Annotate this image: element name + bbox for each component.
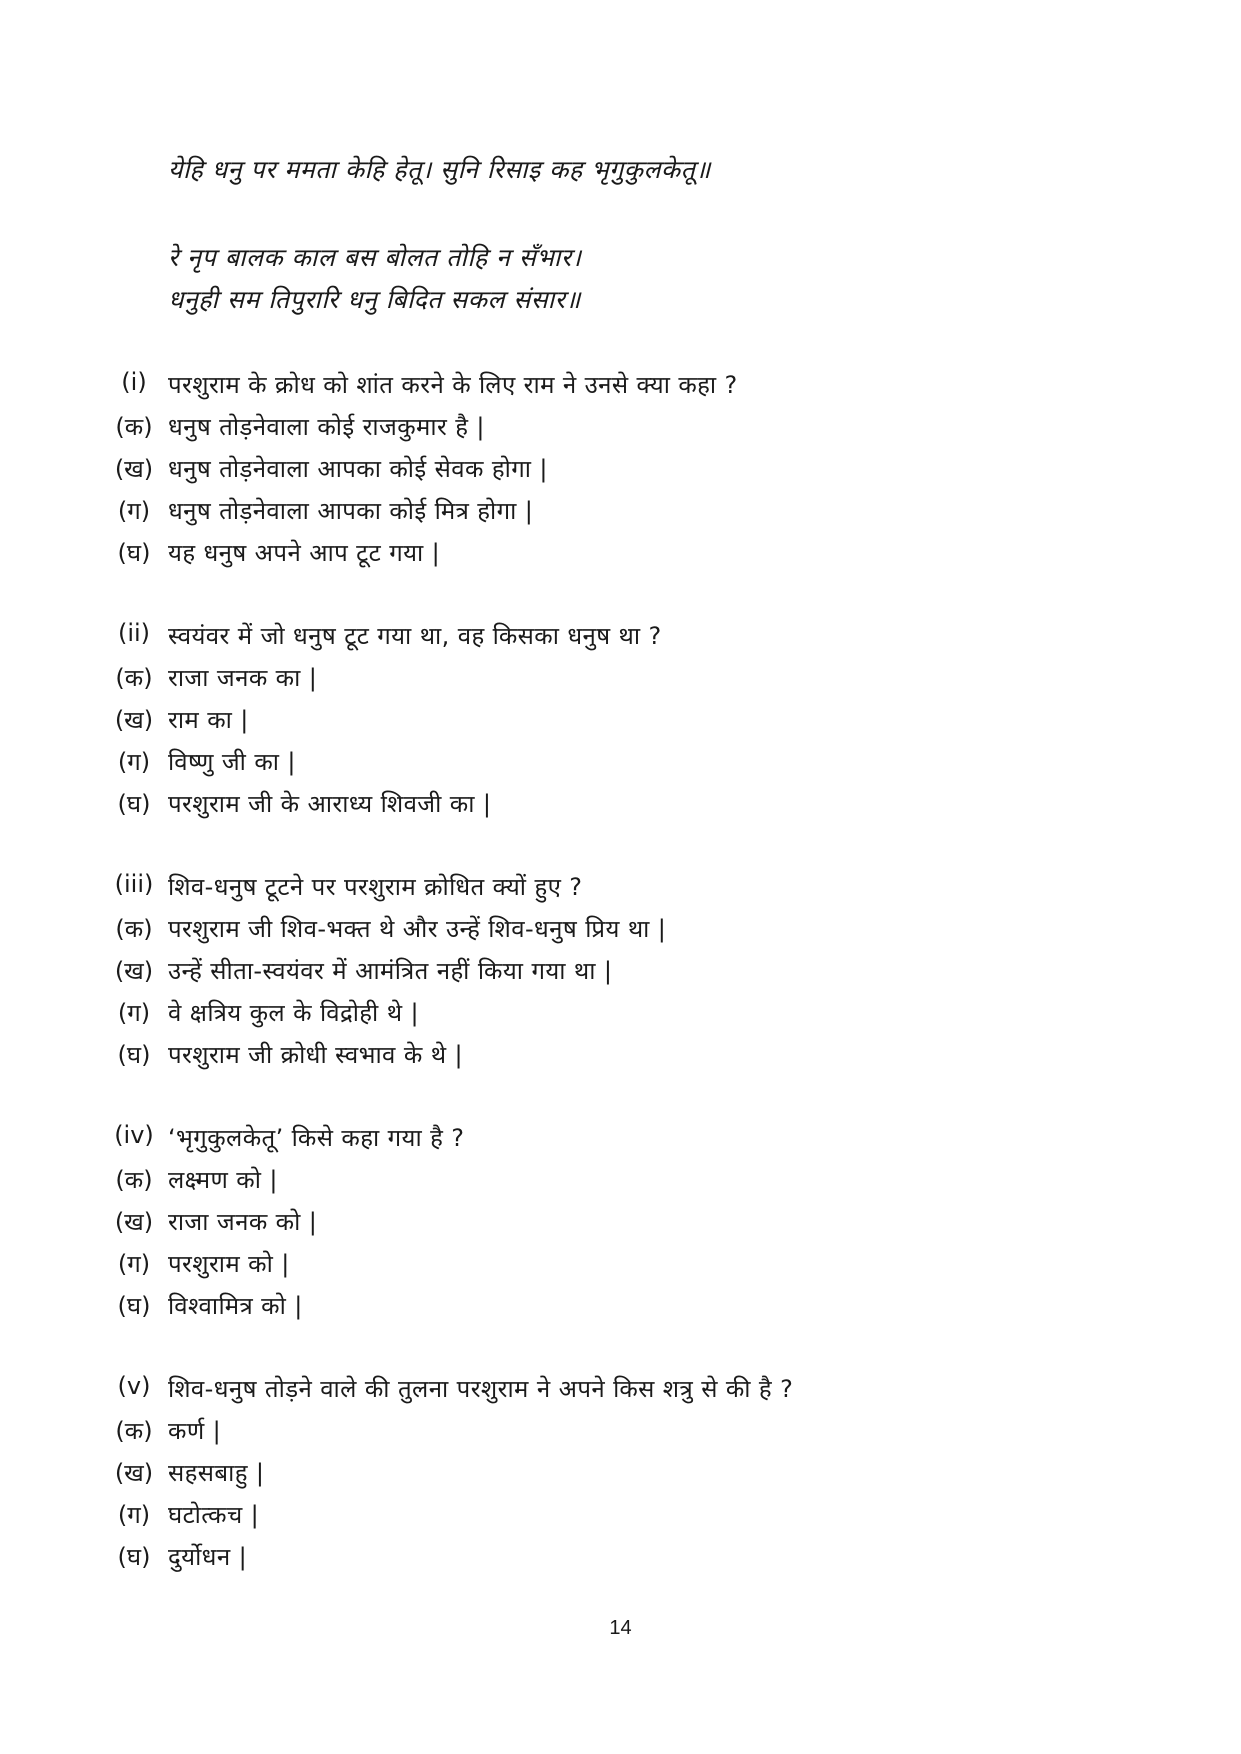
option-label: (घ) — [117, 1543, 151, 1571]
option-label: (ग) — [117, 497, 151, 525]
option-text: धनुष तोड़नेवाला आपका कोई मित्र होगा | — [168, 497, 534, 525]
option-label: (ग) — [117, 999, 151, 1027]
question-row — [0, 864, 1241, 906]
option-row — [0, 1408, 1241, 1450]
verse-line-1: येहि धनु पर ममता केहि हेतू। सुनि रिसाइ कह भृगुकुलकेतू॥ — [168, 155, 711, 184]
verse-line-3: धनुही सम तिपुरारि धनु बिदित सकल संसार॥ — [168, 285, 581, 314]
verse-line-2: रे नृप बालक काल बस बोलत तोहि न सँभार। — [168, 243, 582, 272]
option-label: (क) — [115, 915, 153, 943]
option-text: यह धनुष अपने आप टूट गया | — [168, 539, 441, 567]
option-row — [0, 739, 1241, 781]
question-block-1 — [0, 362, 1241, 572]
option-text: विश्वामित्र को | — [168, 1292, 303, 1320]
option-row — [0, 1283, 1241, 1325]
option-row — [0, 697, 1241, 739]
question-text: शिव-धनुष तोड़ने वाले की तुलना परशुराम ने अपने किस शत्रु से की है ? — [168, 1375, 794, 1403]
option-label: (क) — [115, 1417, 153, 1445]
page-number: 14 — [609, 1617, 632, 1639]
option-label: (ग) — [117, 1250, 151, 1278]
option-row — [0, 655, 1241, 697]
option-text: राजा जनक का | — [168, 664, 318, 692]
question-row — [0, 1115, 1241, 1157]
option-label: (क) — [115, 413, 153, 441]
question-text: ‘भृगुकुलकेतू’ किसे कहा गया है ? — [168, 1124, 465, 1152]
option-label: (घ) — [117, 1041, 151, 1069]
option-label: (ख) — [114, 1459, 154, 1487]
option-text: कर्ण | — [168, 1417, 222, 1445]
option-row — [0, 530, 1241, 572]
option-text: उन्हें सीता-स्वयंवर में आमंत्रित नहीं किया गया था | — [168, 957, 613, 985]
question-row — [0, 362, 1241, 404]
option-text: राजा जनक को | — [168, 1208, 318, 1236]
option-text: राम का | — [168, 706, 249, 734]
option-row — [0, 906, 1241, 948]
option-row — [0, 446, 1241, 488]
option-row — [0, 948, 1241, 990]
option-text: परशुराम को | — [168, 1250, 290, 1278]
question-text: स्वयंवर में जो धनुष टूट गया था, वह किसका धनुष था ? — [168, 622, 662, 650]
option-label: (क) — [115, 1166, 153, 1194]
option-row — [0, 781, 1241, 823]
option-row — [0, 1032, 1241, 1074]
option-row — [0, 1492, 1241, 1534]
option-text: दुर्योधन | — [168, 1543, 248, 1571]
option-label: (घ) — [117, 790, 151, 818]
option-row — [0, 488, 1241, 530]
question-text: शिव-धनुष टूटने पर परशुराम क्रोधित क्यों हुए ? — [168, 873, 583, 901]
option-label: (घ) — [117, 1292, 151, 1320]
question-text: परशुराम के क्रोध को शांत करने के लिए राम ने उनसे क्या कहा ? — [168, 371, 738, 399]
option-label: (ख) — [114, 706, 154, 734]
option-text: परशुराम जी शिव-भक्त थे और उन्हें शिव-धनुष प्रिय था | — [168, 915, 667, 943]
option-text: धनुष तोड़नेवाला आपका कोई सेवक होगा | — [168, 455, 548, 483]
option-row — [0, 990, 1241, 1032]
option-text: सहसबाहु | — [168, 1459, 265, 1487]
question-block-5 — [0, 1366, 1241, 1576]
question-row — [0, 1366, 1241, 1408]
option-text: धनुष तोड़नेवाला कोई राजकुमार है | — [168, 413, 485, 441]
option-text: घटोत्कच | — [168, 1501, 260, 1529]
option-row — [0, 1157, 1241, 1199]
option-row — [0, 1241, 1241, 1283]
option-row — [0, 1199, 1241, 1241]
question-number: (ii) — [117, 619, 151, 647]
option-label: (ग) — [117, 748, 151, 776]
option-text: परशुराम जी क्रोधी स्वभाव के थे | — [168, 1041, 463, 1069]
option-label: (ख) — [114, 957, 154, 985]
option-row — [0, 1534, 1241, 1576]
option-text: लक्ष्मण को | — [168, 1166, 278, 1194]
question-number: (i) — [121, 368, 147, 396]
question-number: (iv) — [114, 1121, 154, 1149]
question-row — [0, 613, 1241, 655]
question-number: (iii) — [114, 870, 154, 898]
option-label: (क) — [115, 664, 153, 692]
question-block-2 — [0, 613, 1241, 823]
question-block-3 — [0, 864, 1241, 1074]
question-number: (v) — [117, 1372, 151, 1400]
option-row — [0, 404, 1241, 446]
option-label: (ख) — [114, 1208, 154, 1236]
option-row — [0, 1450, 1241, 1492]
option-label: (घ) — [117, 539, 151, 567]
option-label: (ख) — [114, 455, 154, 483]
option-text: वे क्षत्रिय कुल के विद्रोही थे | — [168, 999, 419, 1027]
question-block-4 — [0, 1115, 1241, 1325]
option-text: परशुराम जी के आराध्य शिवजी का | — [168, 790, 492, 818]
option-text: विष्णु जी का | — [168, 748, 296, 776]
option-label: (ग) — [117, 1501, 151, 1529]
